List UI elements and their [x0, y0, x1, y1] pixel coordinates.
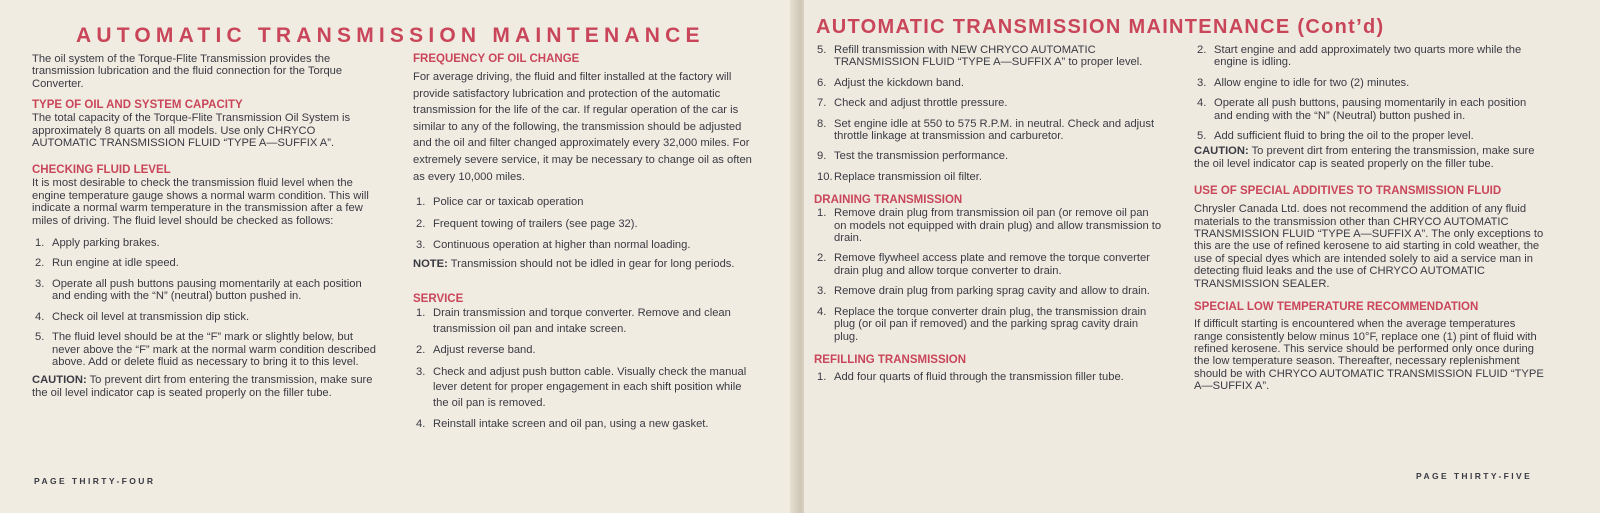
item-text: Refill transmission with NEW CHRYCO AUTOMATIC TRANSMISSION FLUID “TYPE A—SUFFIX A” to proper level. — [834, 44, 1143, 69]
draining-steps-list — [814, 207, 1164, 343]
item-text: Remove drain plug from transmission oil pan (or remove oil pan on models not equipped with drain plug) and allow transmission to drain. — [834, 207, 1162, 245]
item-text: Apply parking brakes. — [52, 237, 160, 250]
page-number-left: PAGE THIRTY-FOUR — [34, 476, 156, 486]
item-text: Check oil level at transmission dip stick. — [52, 310, 250, 323]
item-text: Allow engine to idle for two (2) minutes. — [1214, 76, 1410, 89]
item-text: Add sufficient fluid to bring the oil to the proper level. — [1214, 130, 1474, 143]
item-text: Remove drain plug from parking sprag cavity and allow to drain. — [834, 285, 1150, 298]
list-item — [413, 343, 759, 359]
list-item — [814, 207, 1164, 244]
item-number: 1. — [35, 237, 45, 250]
item-text: Adjust the kickdown band. — [834, 76, 964, 89]
item-number: 3. — [1197, 76, 1207, 89]
additives-text: Chrysler Canada Ltd. does not recommend the addition of any fluid materials to the transmission other than CHRYCO AUTOMATIC TRANSMISSION FLUID “TYPE A—SUFFIX A”. The only exceptions to this are the use of refined kerosene to aid starting in cold weather, the use of special dyes which are intended solely to aid a service man in detecting fluid leaks and the use of CHRYCO AUTOMATIC TRANSMISSION SEALER. — [1194, 203, 1544, 290]
right-page — [804, 0, 1600, 513]
note — [413, 256, 759, 273]
caution-note-right — [1194, 145, 1544, 170]
list-item — [814, 285, 1164, 297]
item-number: 8. — [817, 117, 827, 130]
list-item — [413, 365, 759, 412]
list-item — [814, 97, 1164, 109]
item-text: Reinstall intake screen and oil pan, using a new gasket. — [433, 418, 709, 431]
item-number: 2. — [416, 217, 426, 230]
item-number: 9. — [817, 150, 827, 163]
item-text: Continuous operation at higher than normal loading. — [433, 239, 691, 252]
item-number: 1. — [817, 207, 827, 220]
type-of-oil-text: The total capacity of the Torque-Flite Transmission Oil System is approximately 8 quarts on all models. Use only CHRYCO AUTOMATIC TRANSMISSION FLUID “TYPE A—SUFFIX A”. — [32, 112, 351, 150]
item-number: 2. — [817, 252, 827, 265]
item-number: 3. — [35, 277, 45, 290]
list-item — [814, 44, 1164, 69]
list-item — [32, 311, 382, 323]
list-item — [413, 238, 759, 254]
low-temp-heading: SPECIAL LOW TEMPERATURE RECOMMENDATION — [1194, 301, 1479, 314]
draining-heading: DRAINING TRANSMISSION — [814, 194, 963, 207]
item-number: 6. — [817, 76, 827, 89]
item-number: 3. — [416, 365, 426, 378]
item-text: Run engine at idle speed. — [52, 257, 179, 270]
item-text: Replace transmission oil filter. — [834, 170, 982, 183]
right-right-column — [1194, 44, 1544, 393]
list-item — [814, 306, 1164, 343]
item-text: Police car or taxicab operation — [433, 196, 584, 209]
item-number: 2. — [35, 257, 45, 270]
item-number: 3. — [817, 285, 827, 298]
page-number-right: PAGE THIRTY-FIVE — [1416, 471, 1533, 481]
list-item — [1194, 44, 1544, 69]
item-number: 5. — [35, 331, 45, 344]
page-title-contd: AUTOMATIC TRANSMISSION MAINTENANCE (Cont’d) — [816, 16, 1385, 38]
list-item — [814, 371, 1164, 383]
service-steps-list — [413, 306, 759, 433]
checking-fluid-text: It is most desirable to check the transmission fluid level when the engine temperature gauge shows a normal warm condition. This will indicate a normal warm temperature in the transmission after a few miles of driving. The fluid level should be checked as follows: — [32, 177, 369, 227]
list-item — [32, 237, 382, 249]
left-page — [0, 0, 796, 513]
list-item — [814, 118, 1164, 143]
item-text: The fluid level should be at the “F” mark or slightly below, but never above the “F” mark at the normal warm condition described above. Add or delete fluid as necessary to bring it to this level. — [52, 331, 376, 368]
list-item — [413, 306, 759, 337]
middle-column — [413, 52, 759, 433]
list-item — [413, 195, 759, 211]
item-text: Add four quarts of fluid through the transmission filler tube. — [834, 370, 1124, 383]
refilling-heading: REFILLING TRANSMISSION — [814, 353, 967, 366]
list-item — [32, 331, 382, 368]
caution-text: To prevent dirt from entering the transmission, make sure the oil level indicator cap is seated properly on the filler tube. — [32, 374, 373, 399]
item-number: 2. — [1197, 44, 1207, 56]
item-number: 1. — [416, 196, 426, 209]
service-heading: SERVICE — [413, 293, 464, 306]
intro-text: The oil system of the Torque-Flite Transmission provides the transmission lubrication and the fluid connection for the Torque Converter. — [32, 53, 343, 90]
item-number: 10. — [817, 170, 833, 183]
item-text: Frequent towing of trailers (see page 32). — [433, 217, 638, 230]
caution-note — [32, 374, 382, 399]
item-text: Check and adjust throttle pressure. — [834, 97, 1008, 110]
additives-heading: USE OF SPECIAL ADDITIVES TO TRANSMISSION FLUID — [1194, 185, 1502, 198]
page-title: AUTOMATIC TRANSMISSION MAINTENANCE — [76, 24, 705, 47]
item-number: 4. — [35, 310, 45, 323]
item-number: 5. — [1197, 130, 1207, 143]
caution-label-right: CAUTION: — [1194, 145, 1249, 158]
list-item — [814, 150, 1164, 162]
item-number: 2. — [416, 344, 426, 357]
frequency-text: For average driving, the fluid and filter installed at the factory will provide satisfactory lubrication and protection of the automatic transmission for the life of the car. If regular operation of the car is similar to any of the following, the transmission should be adjusted and the oil and filter changed approximately every 32,000 miles. For extremely severe service, it may be necessary to change oil as often as every 10,000 miles. — [413, 71, 752, 183]
service-continued-list — [814, 44, 1164, 183]
note-text: Transmission should not be idled in gear for long periods. — [447, 257, 735, 270]
item-text: Replace the torque converter drain plug, the transmission drain plug (or oil pan if removed) and the parking sprag cavity drain plug. — [834, 305, 1147, 343]
item-text: Operate all push buttons pausing momentarily at each position and ending with the “N” (neutral) button pushed in. — [52, 277, 362, 303]
list-item — [1194, 77, 1544, 89]
list-item — [1194, 130, 1544, 142]
item-number: 7. — [817, 97, 827, 110]
item-text: Check and adjust push button cable. Visually check the manual lever detent for proper engagement in each shift position while the oil pan is removed. — [433, 365, 747, 409]
item-text: Adjust reverse band. — [433, 344, 536, 357]
item-text: Start engine and add approximately two quarts more while the engine is idling. — [1214, 44, 1522, 69]
list-item — [32, 257, 382, 269]
item-number: 4. — [416, 418, 426, 431]
item-text: Set engine idle at 550 to 575 R.P.M. in neutral. Check and adjust throttle linkage at transmission and carburetor. — [834, 117, 1155, 143]
item-number: 1. — [416, 307, 426, 320]
checking-steps-list — [32, 237, 382, 368]
note-label: NOTE: — [413, 257, 448, 270]
type-of-oil-heading: TYPE OF OIL AND SYSTEM CAPACITY — [32, 99, 243, 112]
list-item — [814, 171, 1164, 183]
item-number: 5. — [817, 44, 827, 56]
list-item — [413, 217, 759, 233]
checking-fluid-heading: CHECKING FLUID LEVEL — [32, 164, 171, 177]
left-column — [32, 53, 382, 399]
caution-label: CAUTION: — [32, 374, 87, 387]
item-number: 3. — [416, 239, 426, 252]
refilling-steps-list — [814, 371, 1164, 383]
caution-text-right: To prevent dirt from entering the transmission, make sure the oil level indicator cap is seated properly on the filler tube. — [1194, 145, 1535, 170]
list-item — [413, 417, 759, 433]
item-number: 1. — [817, 370, 827, 383]
frequency-heading: FREQUENCY OF OIL CHANGE — [413, 53, 580, 65]
item-text: Remove flywheel access plate and remove the torque converter drain plug and allow torque converter to drain. — [834, 252, 1150, 277]
right-left-column — [814, 44, 1164, 383]
frequency-items-list — [413, 195, 759, 254]
item-text: Operate all push buttons, pausing momentarily in each position and ending with the “N” (Neutral) button pushed in. — [1214, 97, 1527, 122]
item-number: 4. — [817, 305, 827, 318]
list-item — [814, 77, 1164, 89]
item-number: 4. — [1197, 97, 1207, 110]
list-item — [1194, 97, 1544, 122]
low-temp-text: If difficult starting is encountered when the average temperatures range consistently below minus 10°F, replace one (1) pint of fluid with refined kerosene. This service should be performed only once during the low temperature season. Thereafter, necessary replenishment should be with CHRYCO AUTOMATIC TRANSMISSION FLUID “TYPE A—SUFFIX A”. — [1194, 318, 1544, 393]
list-item — [32, 278, 382, 303]
item-text: Drain transmission and torque converter. Remove and clean transmission oil pan and intake screen. — [433, 307, 731, 335]
refilling-steps-continued-list — [1194, 44, 1544, 142]
list-item — [814, 252, 1164, 277]
item-text: Test the transmission performance. — [834, 150, 1009, 163]
